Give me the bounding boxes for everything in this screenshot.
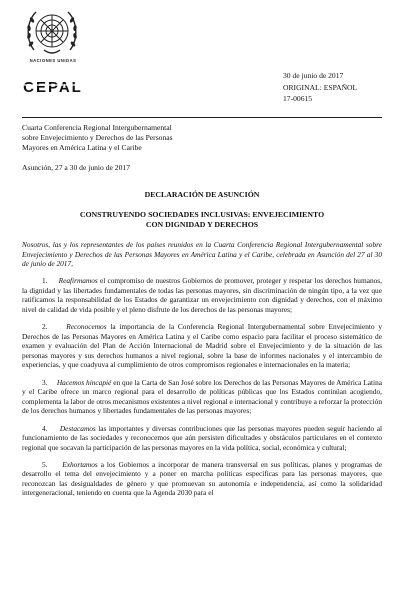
document-original-language: ORIGINAL: ESPAÑOL bbox=[283, 82, 358, 92]
document-code: 17-00615 bbox=[283, 94, 313, 104]
document-date: 30 de junio de 2017 bbox=[283, 71, 344, 80]
conference-name: Cuarta Conferencia Regional Intergubernamental sobre Envejecimiento y Derechos de las Personas Mayores en América Latina y el Caribe bbox=[22, 123, 173, 153]
cepal-logo bbox=[22, 76, 84, 98]
header-divider bbox=[22, 117, 382, 118]
document-body bbox=[22, 240, 382, 506]
paragraph-3: 3. Hacemos hincapié en que la Carta de San José sobre los Derechos de las Personas Mayores de América Latina y el Caribe ofrece un marco regional para el desarrollo de políticas públicas que los Estados continúan acogiendo, complementa la labor de otros mecanismos existentes a nivel regional e internacional y contribuye a reforzar la protección de los derechos humanos y libertades fundamentales de las personas mayores; bbox=[22, 377, 382, 416]
un-label: NACIONES UNIDAS bbox=[29, 58, 77, 63]
paragraph-1: 1. Reafirmamos el compromiso de nuestros Gobiernos de promover, proteger y respetar los derechos humanos, la dignidad y las libertades fundamentales de todas las personas mayores, sin discriminación de ningún tipo, a la vez que ratificamos la responsabilidad de los Estados de garantizar un envejecimiento con dignidad y derechos, con el máximo nivel de calidad de vida posible y el pleno disfrute de los derechos de las personas mayores; bbox=[22, 276, 382, 314]
paragraph-5: 5. Exhortamos a los Gobiernos a incorporar de manera transversal en sus políticas, planes y programas de desarrollo el tema del envejecimiento y a poner en marcha políticas específicas para las personas mayores, que reconozcan las desigualdades de género y que promuevan su autonomía e independencia, así como la solidaridad intergeneracional, teniendo en cuenta que la Agenda 2030 para el bbox=[22, 459, 382, 498]
svg-text:CEPAL: CEPAL bbox=[23, 79, 83, 96]
intro-paragraph: Nosotros, las y los representantes de los países reunidos en la Cuarta Conferencia Regional Intergubernamental sobre Envejecimiento y Derechos de las Personas Mayores en América Latina y el Caribe, celebrada en Asunción del 27 al 30 de junio de 2017, bbox=[22, 240, 382, 269]
un-emblem-icon bbox=[22, 6, 82, 58]
document-title: DECLARACIÓN DE ASUNCIÓN bbox=[144, 190, 260, 199]
document-subtitle: CONSTRUYENDO SOCIEDADES INCLUSIVAS: ENVEJECIMIENTO CON DIGNIDAD Y DERECHOS bbox=[79, 210, 325, 230]
paragraph-4: 4. Destacamos las importantes y diversas contribuciones que las personas mayores pueden seguir haciendo al funcionamiento de las sociedades y reconocemos que aún persisten dificultades y obstáculos particulares en el contexto regional que socavan la participación de las personas mayores en la vida política, social, económica y cultural; bbox=[22, 423, 382, 452]
paragraph-2: 2. Reconocemos la importancia de la Conferencia Regional Intergubernamental sobre Envejecimiento y Derechos de las Personas Mayores en América Latina y el Caribe como espacio para facilitar el proceso sistemático de examen y evaluación del Plan de Acción Internacional de Madrid sobre el Envejecimiento y de la situación de las personas mayores y sus derechos humanos a nivel regional, sobre la base de informes nacionales y el intercambio de experiencias, y que coadyuva al cumplimiento de otros compromisos regionales e internacionales en la materia; bbox=[22, 322, 383, 370]
place-and-date: Asunción, 27 a 30 de junio de 2017 bbox=[22, 163, 130, 172]
document-meta bbox=[283, 70, 357, 105]
